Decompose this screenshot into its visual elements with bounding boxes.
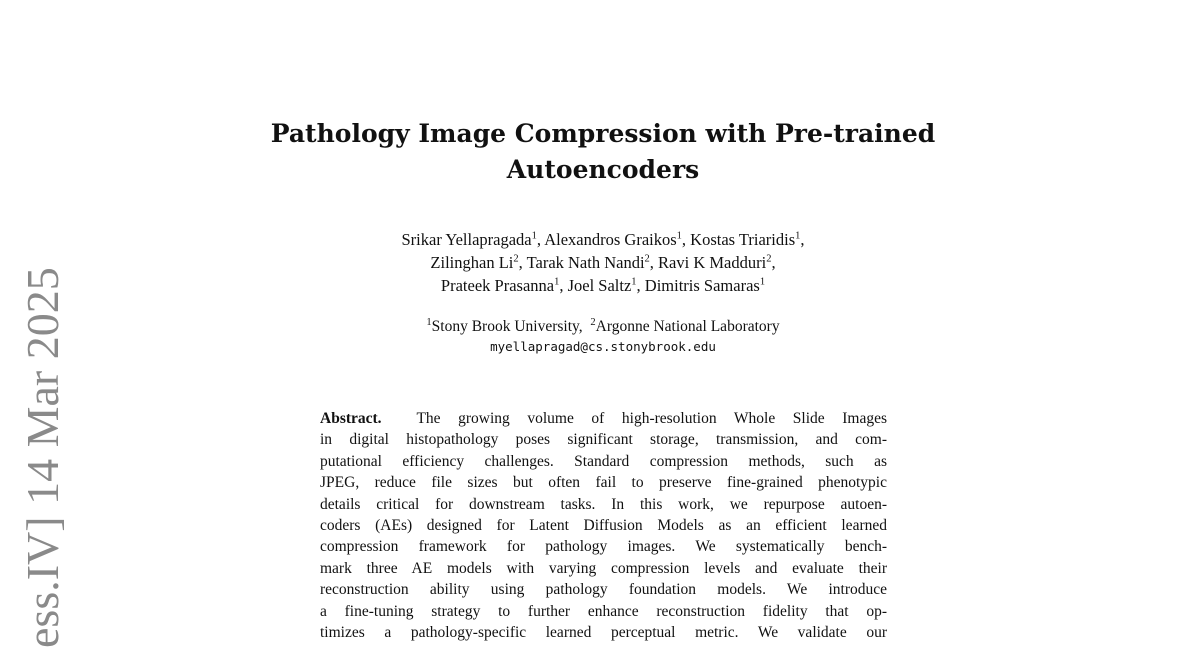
abstract-line: timizes a pathology-specific learned perceptual metric. We validate our [320,623,887,641]
abstract-line: reconstruction ability using pathology foundation models. We introduce [320,581,887,599]
author-affiliation-mark: 2 [766,253,772,265]
abstract [320,408,887,643]
affiliations [300,316,906,357]
author-affiliation-mark: 1 [531,230,537,242]
affiliation-number: 1 [426,316,432,328]
abstract-line [320,408,887,429]
abstract-line: in digital histopathology poses significant storage, transmission, and com- [320,431,887,449]
abstract-line: coders (AEs) designed for Latent Diffusion Models as an efficient learned [320,516,887,534]
abstract-line: putational efficiency challenges. Standard compression methods, such as [320,452,887,470]
contact-email[interactable]: myellapragad@cs.stonybrook.edu [490,339,716,354]
author-name: Zilinghan Li [430,253,514,272]
author-name: Tarak Nath Nandi [526,253,645,272]
affiliation-name: Stony Brook University, [431,318,583,335]
abstract-line: details critical for downstream tasks. In this work, we repurpose autoen- [320,495,887,513]
paper-title [240,116,966,188]
author-line-1: Srikar Yellapragada$^1$, Alexandros Graikos$^1$, Kostas Triaridis$^1$, [401,230,805,249]
affiliation-name: Argonne National Laboratory [595,318,780,335]
abstract-line: compression framework for pathology images. We systematically bench- [320,538,887,556]
author-name: Joel Saltz [567,276,632,295]
author-affiliation-mark: 1 [795,230,801,242]
title-line-1: Pathology Image Compression with Pre-trained [270,119,936,148]
author-line-2: Zilinghan Li$^2$, Tarak Nath Nandi$^2$, Ravi K Madduri$^2$, [430,253,776,272]
abstract-label: Abstract. [320,410,382,427]
author-affiliation-mark: 2 [513,253,519,265]
author-line-3: Prateek Prasanna$^1$, Joel Saltz$^1$, Dimitris Samaras$^1$ [440,276,766,295]
author-name: Srikar Yellapragada [401,230,532,249]
author-affiliation-mark: 2 [644,253,650,265]
author-name: Prateek Prasanna [440,276,555,295]
author-affiliation-mark: 1 [676,230,682,242]
author-list [300,228,906,297]
title-line-2: Autoencoders [506,155,700,184]
author-name: Dimitris Samaras [644,276,760,295]
author-name: Alexandros Graikos [544,230,677,249]
author-affiliation-mark: 1 [759,276,766,288]
arxiv-side-stamp: ess.IV] 14 Mar 2025 [17,267,68,648]
abstract-text: The growing volume of high-resolution Whole Slide Images [416,410,887,427]
author-affiliation-mark: 1 [631,276,637,288]
author-name: Ravi K Madduri [658,253,767,272]
abstract-line: mark three AE models with varying compression levels and evaluate their [320,559,887,577]
abstract-line: a fine-tuning strategy to further enhance reconstruction fidelity that op- [320,602,887,620]
author-name: Kostas Triaridis [690,230,796,249]
abstract-line: JPEG, reduce file sizes but often fail to preserve fine-grained phenotypic [320,474,887,492]
affiliation-line [300,316,906,337]
author-affiliation-mark: 1 [554,276,560,288]
affiliation-number: 2 [590,316,596,328]
